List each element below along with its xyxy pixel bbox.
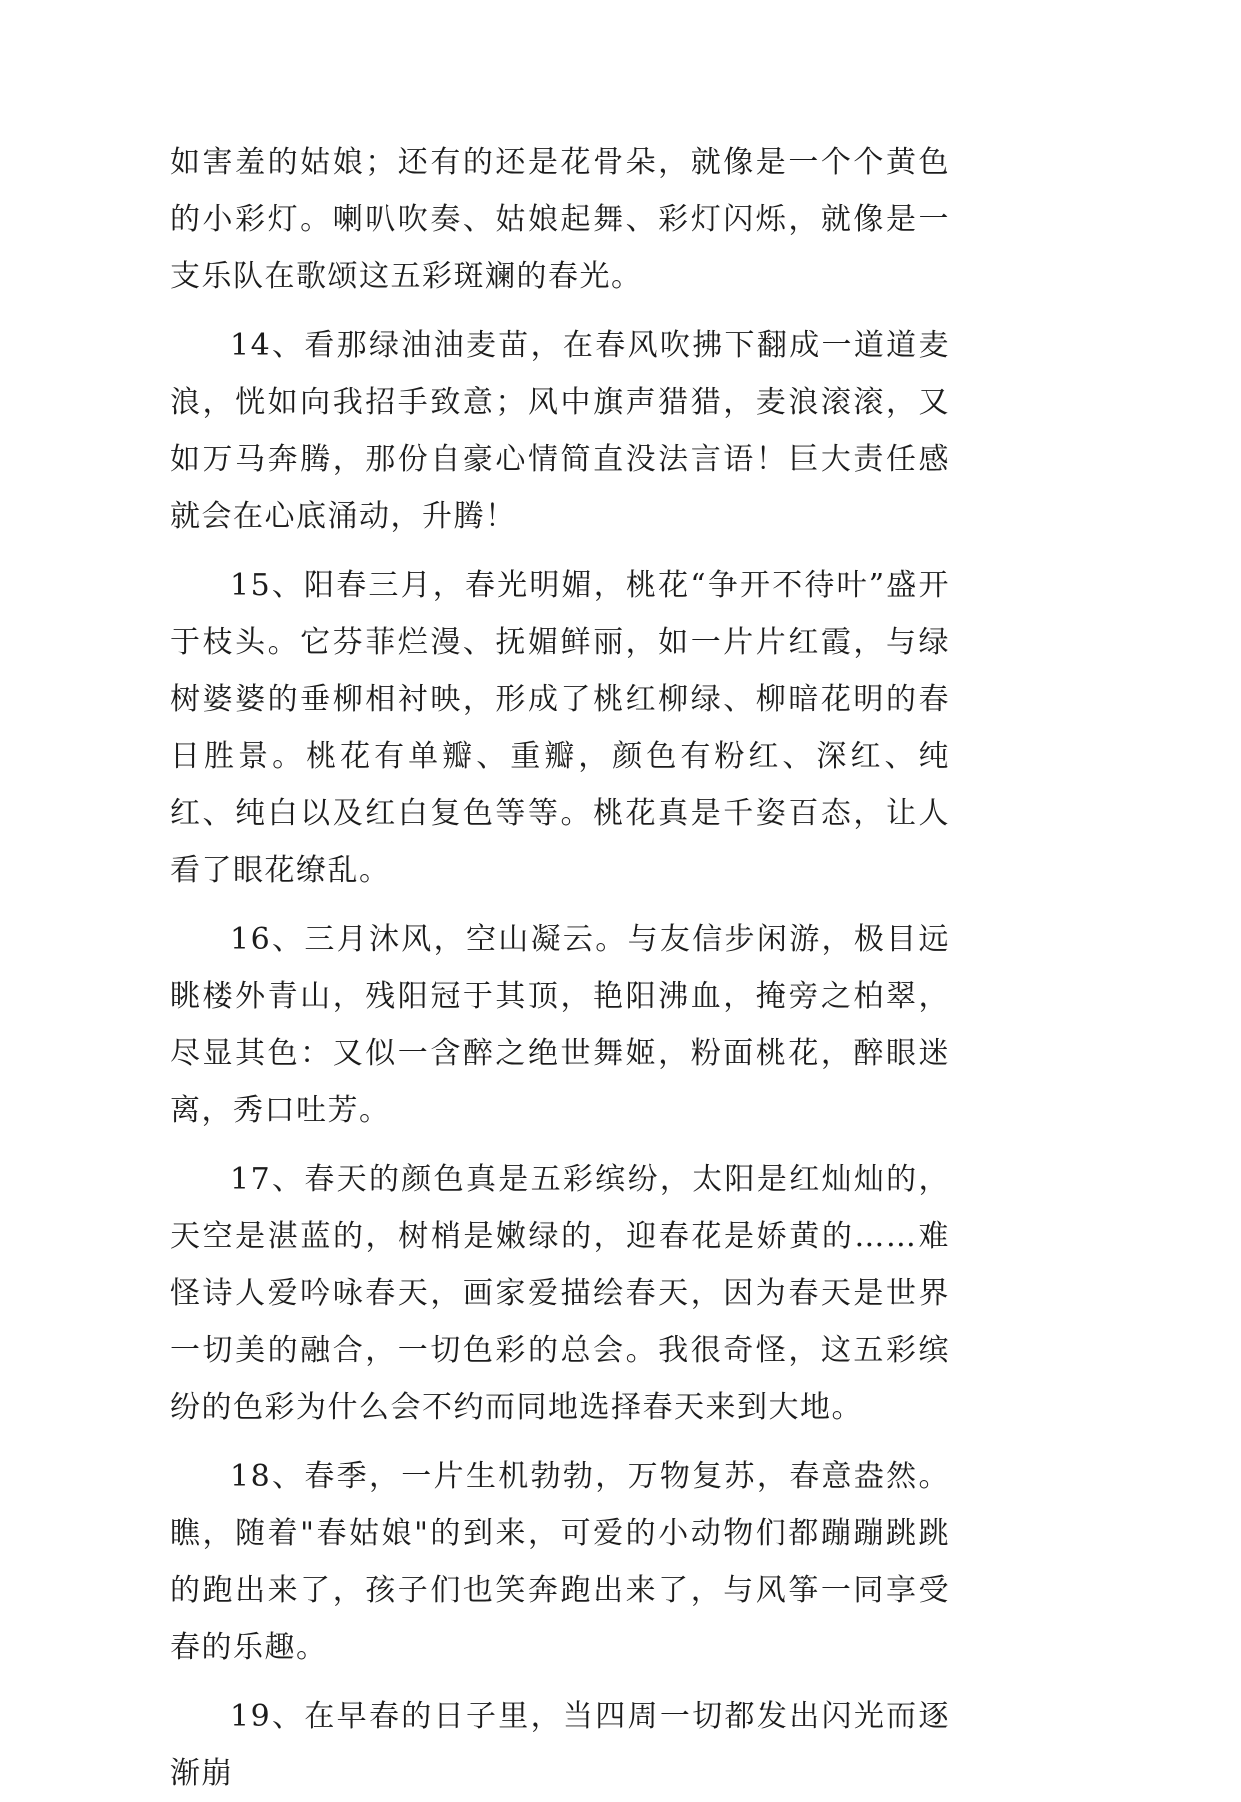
paragraph-16: 16、三月沐风，空山凝云。与友信步闲游，极目远眺楼外青山，残阳冠于其顶，艳阳沸血，掩旁之柏翠，尽显其色：又似一含醉之绝世舞姬，粉面桃花，醉眼迷离，秀口吐芳。: [170, 922, 950, 1128]
paragraph-17: 17、春天的颜色真是五彩缤纷，太阳是红灿灿的，天空是湛蓝的，树梢是嫩绿的，迎春花是娇黄的……难怪诗人爱吟咏春天，画家爱描绘春天，因为春天是世界一切美的融合，一切色彩的总会。我很奇怪，这五彩缤纷的色彩为什么会不约而同地选择春天来到大地。: [170, 1162, 950, 1425]
paragraph-15: 15、阳春三月，春光明媚，桃花“争开不待叶”盛开于枝头。它芬菲烂漫、抚媚鲜丽，如一片片红霞，与绿树婆婆的垂柳相衬映，形成了桃红柳绿、柳暗花明的春日胜景。桃花有单瓣、重瓣，颜色有粉红、深红、纯红、纯白以及红白复色等等。桃花真是千姿百态，让人看了眼花缭乱。: [170, 568, 950, 888]
paragraph-19: 19、在早春的日子里，当四周一切都发出闪光而逐渐崩: [170, 1699, 950, 1791]
paragraph-14: 14、看那绿油油麦苗，在春风吹拂下翻成一道道麦浪，恍如向我招手致意；风中旗声猎猎，麦浪滚滚，又如万马奔腾，那份自豪心情简直没法言语！巨大责任感就会在心底涌动，升腾！: [170, 328, 950, 534]
paragraph-continuation: 如害羞的姑娘；还有的还是花骨朵，就像是一个个黄色的小彩灯。喇叭吹奏、姑娘起舞、彩灯闪烁，就像是一支乐队在歌颂这五彩斑斓的春光。: [170, 145, 950, 294]
document-body: [170, 134, 950, 1802]
paragraph-18: 18、春季，一片生机勃勃，万物复苏，春意盎然。瞧，随着"春姑娘"的到来，可爱的小动物们都蹦蹦跳跳的跑出来了，孩子们也笑奔跑出来了，与风筝一同享受春的乐趣。: [170, 1459, 950, 1665]
